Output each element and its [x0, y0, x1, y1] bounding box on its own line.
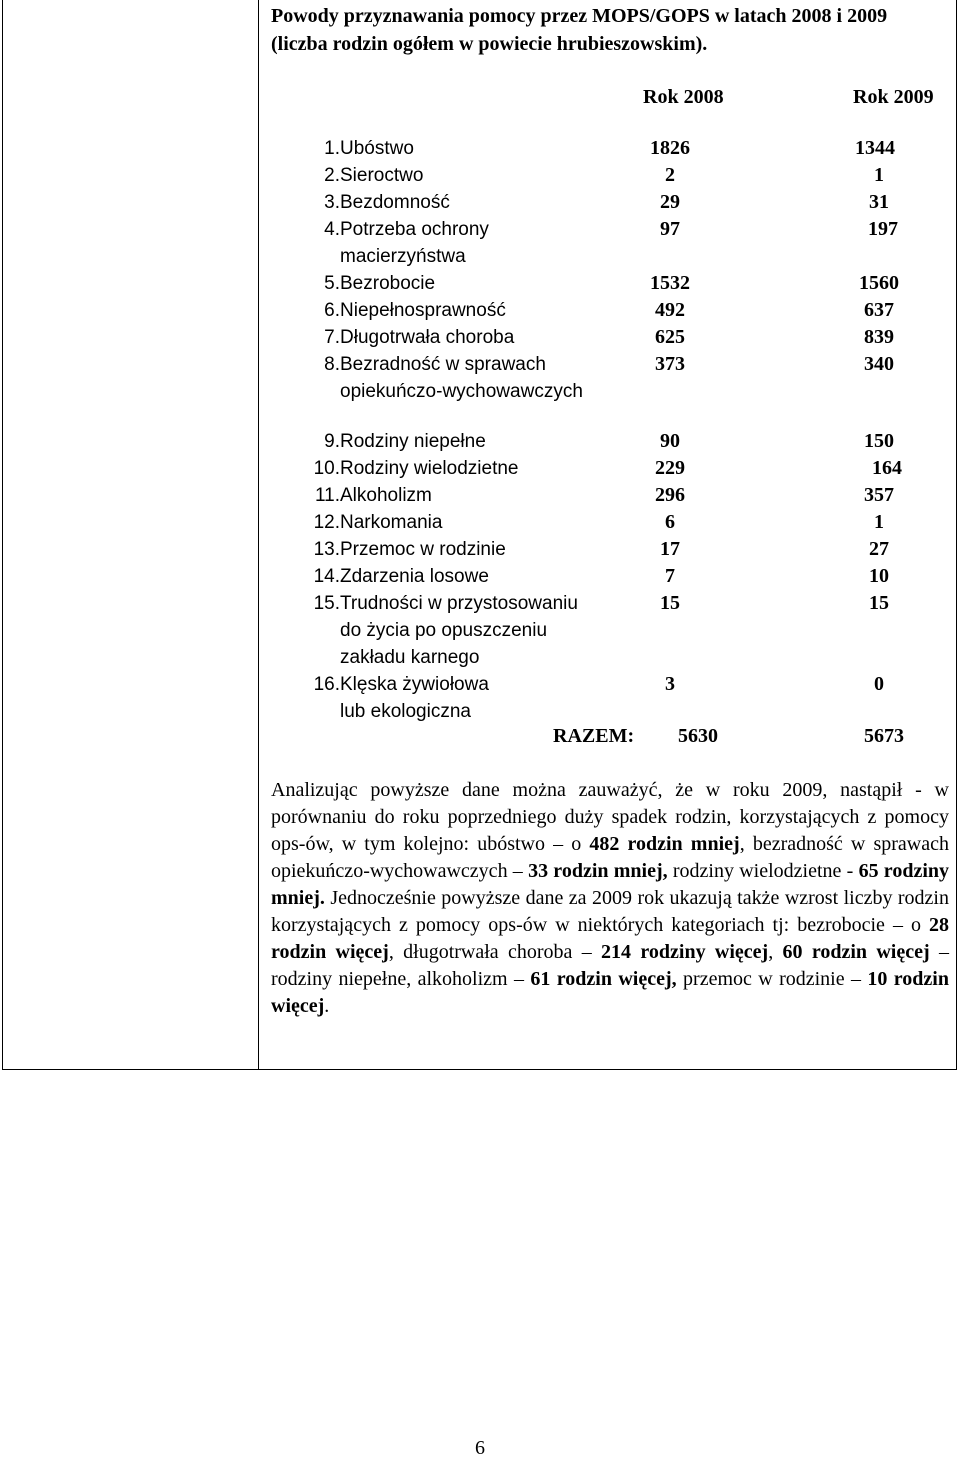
column-header-2009: Rok 2009: [853, 86, 934, 108]
value-2009: 15: [869, 592, 889, 614]
row-label-line: Trudności w przystosowaniu: [340, 593, 578, 614]
value-2009: 27: [869, 538, 889, 560]
row-label: [340, 455, 620, 482]
value-2009: 10: [869, 565, 889, 587]
row-number: 7.: [324, 327, 340, 348]
row-label-line: Bezradność w sprawach: [340, 354, 546, 375]
value-2009: 150: [864, 430, 894, 452]
row-label-line: Narkomania: [340, 512, 443, 533]
section-title: Powody przyznawania pomocy przez MOPS/GOPS w latach 2008 i 2009 (liczba rodzin ogółem w powiecie hrubieszowskim).: [271, 5, 888, 55]
row-number: 13.: [313, 539, 340, 560]
row-number: 16.: [313, 674, 340, 695]
row-label: [340, 590, 620, 671]
paragraph-text: Analizując powyższe dane można zauważyć, że w roku 2009, nastąpił - w porównaniu do roku poprzedniego duży spadek rodzin, korzystających z pomocy ops-ów, w tym kolejno: ubóstwo – o: [271, 779, 949, 855]
row-number: 8.: [324, 354, 340, 375]
value-2009: 1: [874, 511, 884, 533]
row-label: [340, 189, 620, 216]
paragraph-text: – rodziny niepełne, alkoholizm –: [271, 941, 949, 990]
row-label-line: Ubóstwo: [340, 138, 414, 159]
value-2008: 3: [665, 673, 675, 695]
paragraph-emphasis: 28 rodzin więcej: [271, 914, 949, 963]
row-label-line: Klęska żywiołowa: [340, 674, 489, 695]
paragraph-text: ,: [768, 941, 783, 963]
paragraph-emphasis: 33 rodzin mniej,: [528, 860, 668, 882]
row-label-line: Bezdomność: [340, 192, 450, 213]
row-label-line: Przemoc w rodzinie: [340, 539, 506, 560]
row-number: 1.: [324, 138, 340, 159]
row-label-line: Niepełnosprawność: [340, 300, 506, 321]
paragraph-emphasis: 65 rodziny mniej.: [271, 860, 950, 909]
value-2008: 1826: [650, 137, 690, 159]
row-label-line: lub ekologiczna: [340, 701, 471, 722]
paragraph-emphasis: 60 rodzin więcej: [782, 941, 930, 963]
value-2008: 97: [660, 218, 680, 240]
page-number: 6: [475, 1437, 485, 1459]
total-label: RAZEM:: [553, 725, 635, 747]
column-header-2008: Rok 2008: [643, 86, 724, 108]
paragraph-text: rodziny wielodzietne -: [667, 860, 859, 882]
value-2008: 625: [655, 326, 685, 348]
paragraph-text: , długotrwała choroba –: [388, 941, 602, 963]
row-label-line: zakładu karnego: [340, 647, 480, 668]
row-label-line: Bezrobocie: [340, 273, 436, 294]
row-number: 3.: [324, 192, 340, 213]
value-2009: 1: [874, 164, 884, 186]
row-label-line: Sieroctwo: [340, 165, 424, 186]
value-2009: 0: [874, 673, 884, 695]
value-2009: 1344: [855, 137, 895, 159]
value-2009: 637: [864, 299, 894, 321]
row-label-line: do życia po opuszczeniu: [340, 620, 548, 641]
value-2008: 90: [660, 430, 680, 452]
row-number: 15.: [313, 593, 340, 614]
row-label-line: Rodziny niepełne: [340, 431, 486, 452]
total-2009: 5673: [864, 725, 904, 747]
value-2009: 839: [864, 326, 894, 348]
value-2008: 492: [655, 299, 685, 321]
row-number: 5.: [324, 273, 340, 294]
column-divider: [258, 0, 259, 1070]
paragraph-text: Jednocześnie powyższe dane za 2009 rok ukazują także wzrost liczby rodzin korzystających z pomocy ops-ów w niektórych kategoriach tj: bezrobocie – o: [271, 887, 949, 936]
row-number: 14.: [313, 566, 340, 587]
row-label: [340, 324, 620, 351]
row-label-line: Rodziny wielodzietne: [340, 458, 519, 479]
row-label: [340, 482, 620, 509]
row-label: [340, 135, 620, 162]
value-2009: 357: [864, 484, 894, 506]
row-label-line: Długotrwała choroba: [340, 327, 515, 348]
paragraph-text: przemoc w rodzinie –: [676, 968, 868, 990]
row-label: [340, 428, 620, 455]
row-label-line: opiekuńczo-wychowawczych: [340, 381, 583, 402]
row-number: 12.: [313, 512, 340, 533]
row-label: [340, 351, 620, 405]
paragraph-emphasis: 482 rodzin mniej: [589, 833, 740, 855]
value-2009: 164: [872, 457, 902, 479]
total-2008: 5630: [678, 725, 718, 747]
row-number: 6.: [324, 300, 340, 321]
row-label: [340, 671, 620, 725]
row-label: [340, 536, 620, 563]
paragraph-emphasis: 214 rodziny więcej: [601, 941, 769, 963]
value-2008: 6: [665, 511, 675, 533]
row-label-line: Zdarzenia losowe: [340, 566, 489, 587]
row-label: [340, 162, 620, 189]
value-2008: 7: [665, 565, 675, 587]
value-2008: 2: [665, 164, 675, 186]
row-number: 11.: [314, 485, 340, 506]
row-number: 10.: [313, 458, 340, 479]
value-2008: 17: [660, 538, 680, 560]
value-2009: 31: [869, 191, 889, 213]
row-label-line: macierzyństwa: [340, 246, 466, 267]
row-label: [340, 270, 620, 297]
row-label: [340, 563, 620, 590]
value-2008: 296: [655, 484, 685, 506]
row-label-line: Alkoholizm: [340, 485, 432, 506]
analysis-paragraph: [271, 777, 949, 1020]
value-2008: 229: [655, 457, 685, 479]
value-2009: 1560: [859, 272, 899, 294]
paragraph-text: .: [324, 995, 330, 1017]
row-number: 9.: [324, 431, 340, 452]
row-number: 2.: [324, 165, 340, 186]
value-2008: 29: [660, 191, 680, 213]
row-label: [340, 509, 620, 536]
paragraph-text: , bezradność w sprawach opiekuńczo-wychowawczych –: [271, 833, 949, 882]
row-label: [340, 216, 620, 270]
paragraph-emphasis: 10 rodzin więcej: [271, 968, 949, 1017]
paragraph-emphasis: 61 rodzin więcej,: [530, 968, 677, 990]
value-2008: 15: [660, 592, 680, 614]
row-label-line: Potrzeba ochrony: [340, 219, 489, 240]
value-2009: 340: [864, 353, 894, 375]
value-2008: 1532: [650, 272, 690, 294]
value-2009: 197: [868, 218, 898, 240]
row-number: 4.: [324, 219, 340, 240]
value-2008: 373: [655, 353, 685, 375]
row-label: [340, 297, 620, 324]
